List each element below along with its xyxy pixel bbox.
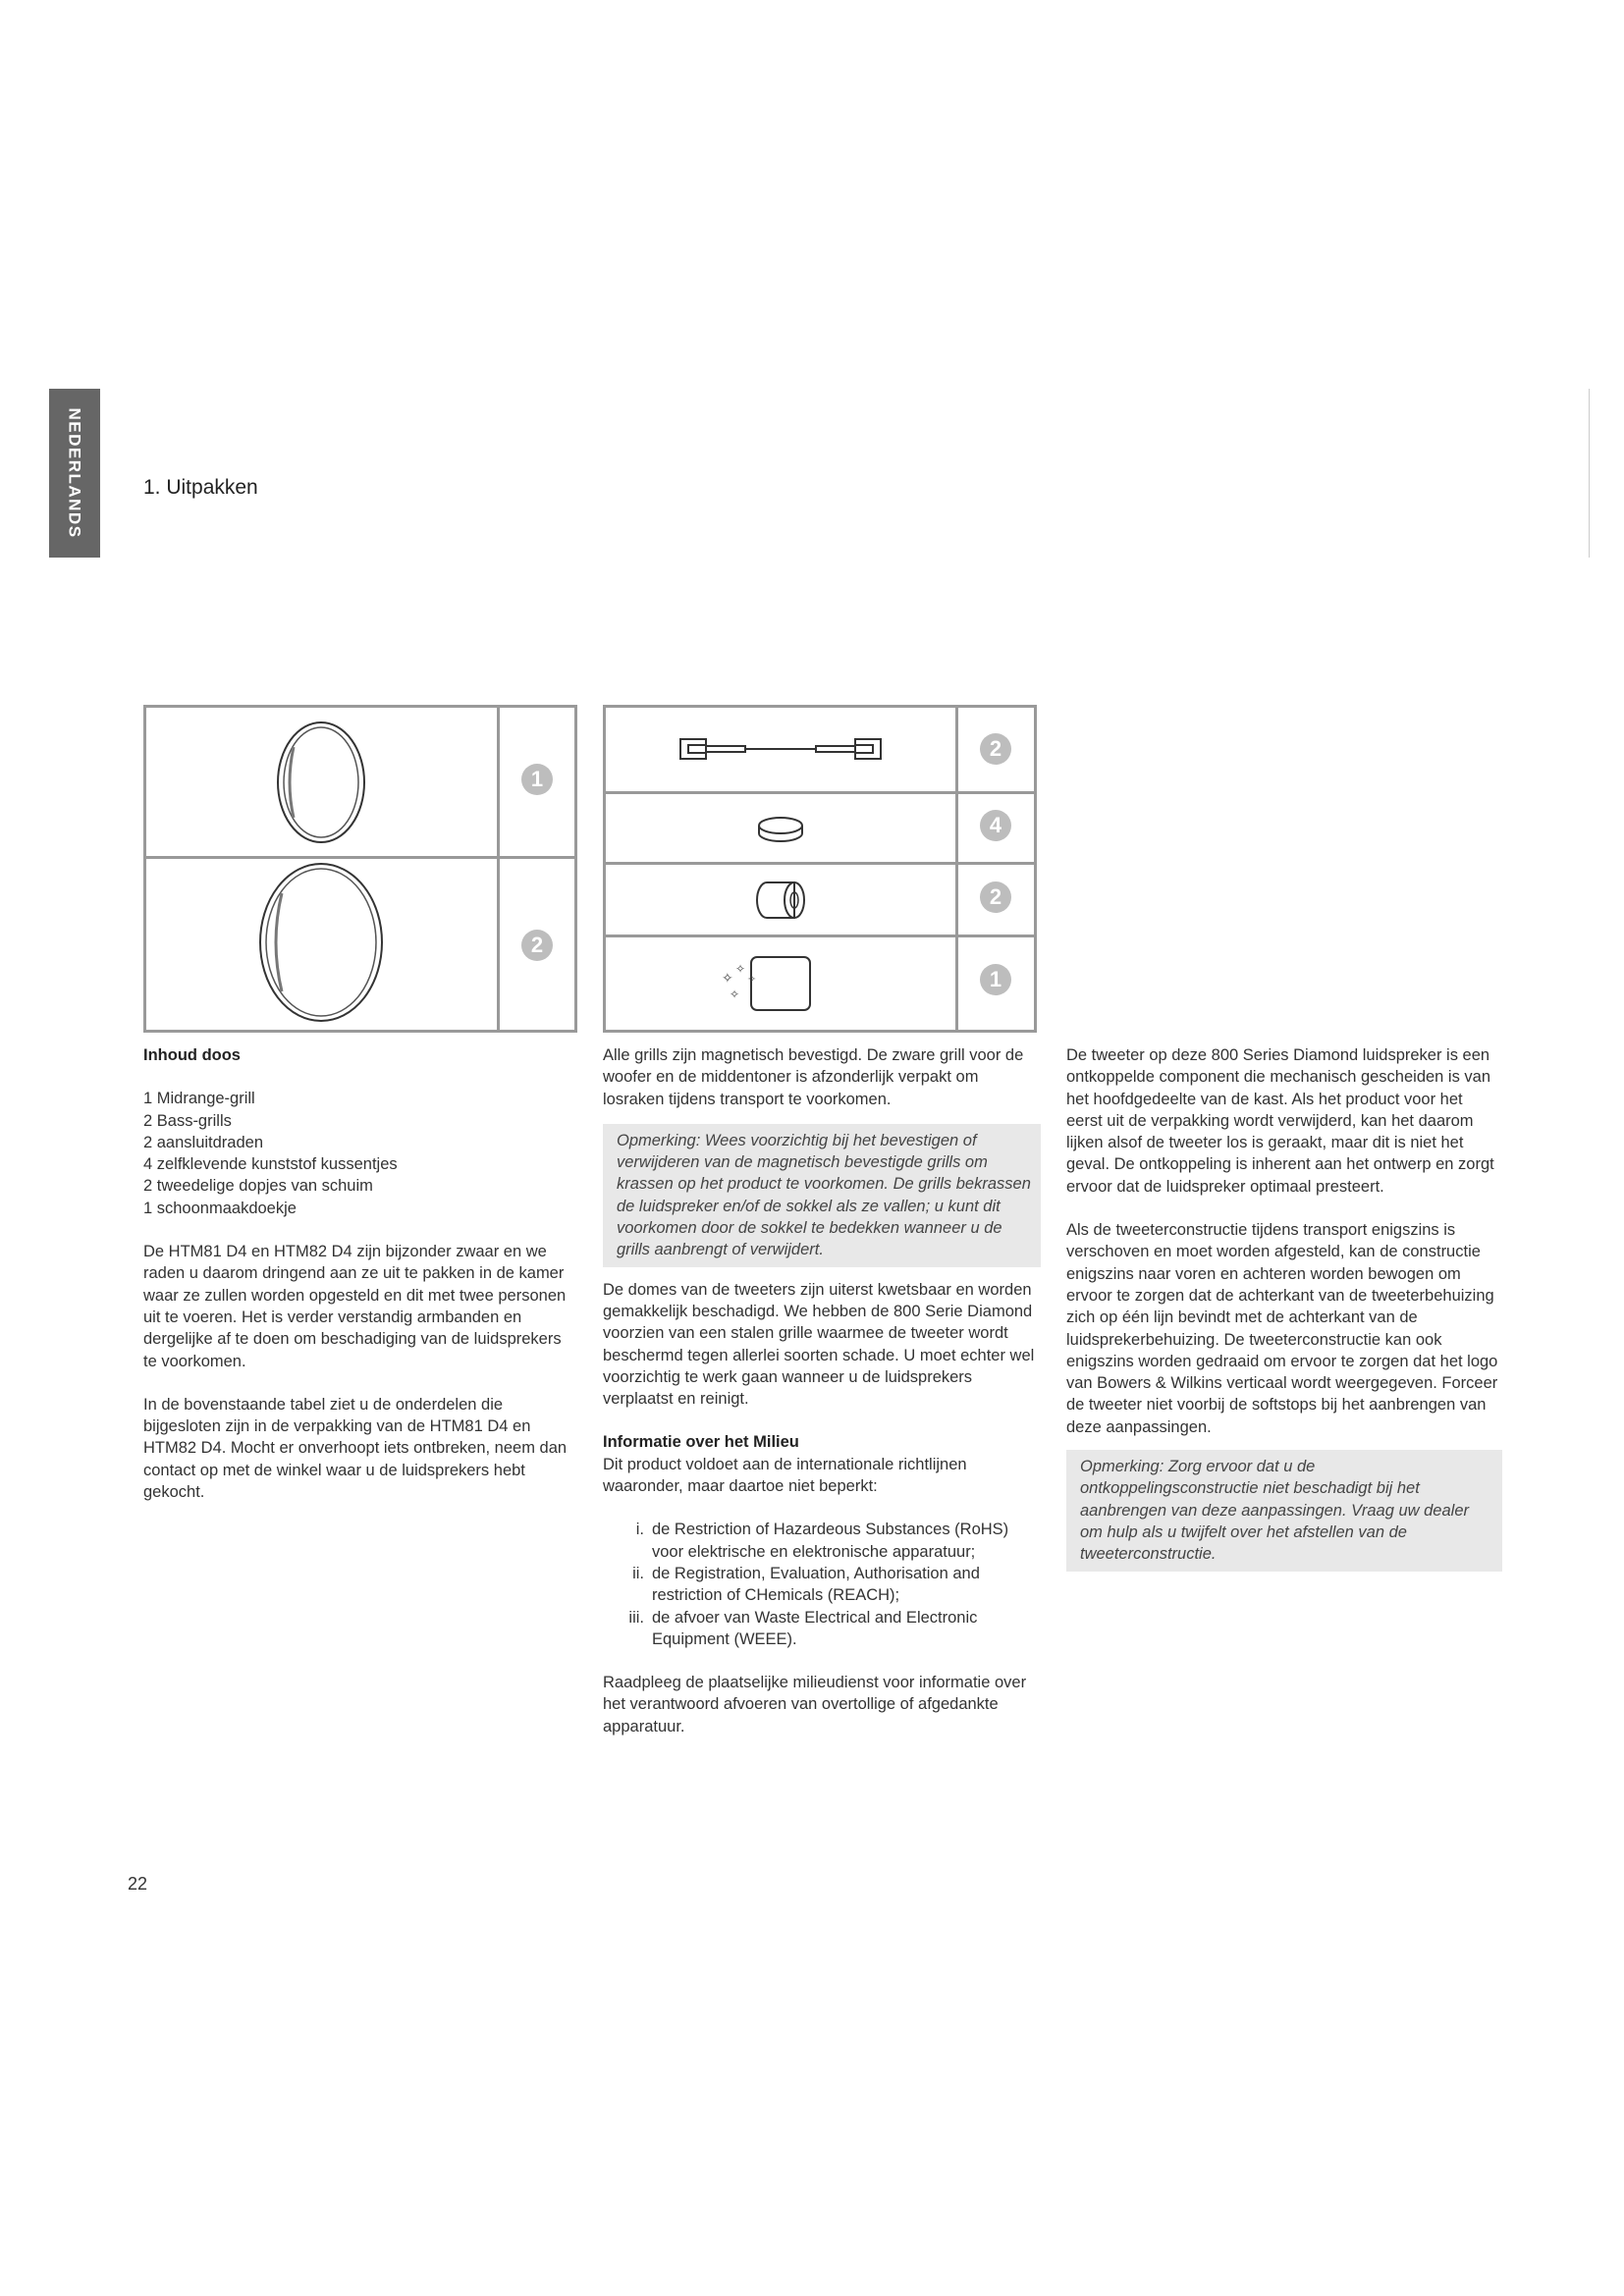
- svg-text:✧: ✧: [747, 973, 757, 986]
- column-2: [603, 1044, 1041, 1737]
- svg-text:✧: ✧: [735, 962, 746, 976]
- list-item: 1 schoonmaakdoekje: [143, 1199, 297, 1217]
- section-title: 1. Uitpakken: [143, 476, 258, 499]
- adhesive-pad-icon: [606, 794, 955, 862]
- box-contents-heading: Inhoud doos: [143, 1046, 241, 1064]
- svg-text:✧: ✧: [730, 988, 740, 1001]
- badge-bass-grille: 2: [521, 930, 553, 961]
- column-3: [1066, 1044, 1502, 1572]
- bass-grille-icon: [146, 859, 497, 1030]
- badge-connecting-lead: 2: [980, 733, 1011, 765]
- paragraph: Raadpleeg de plaatselijke milieudienst voor informatie over het verantwoord afvoeren van overtollige of afgedankte apparatuur.: [603, 1674, 1027, 1735]
- svg-text:✧: ✧: [722, 971, 733, 987]
- paragraph: De HTM81 D4 en HTM82 D4 zijn bijzonder zwaar en we raden u daarom dringend aan ze uit te pakken in de kamer waar ze zullen worden opgesteld en dit met twee personen uit te voeren. Het is verder verstandig armbanden en dergelijke af te doen om beschadiging van de luidsprekers te voorkomen.: [143, 1243, 567, 1370]
- paragraph: De domes van de tweeters zijn uiterst kwetsbaar en worden gemakkelijk beschadigd. We hebben de 800 Serie Diamond voorzien van een stalen grille waarmee de tweeter wordt beschermd tegen allerlei soorten schade. U moet echter wel voorzichtig te werk gaan wanneer u de luidsprekers verplaatst en reinigt.: [603, 1280, 1035, 1409]
- list-item: iii. de afvoer van Waste Electrical and Electronic Equipment (WEEE).: [628, 1608, 978, 1648]
- paragraph: In de bovenstaande tabel ziet u de onderdelen die bijgesloten zijn in de verpakking van de HTM81 D4 en HTM82 D4. Mocht er onverhoopt iets ontbreken, neem dan contact op met de winkel waar u de luidsprekers hebt gekocht.: [143, 1395, 568, 1502]
- list-item: 2 aansluitdraden: [143, 1133, 264, 1151]
- note-box: Opmerking: Zorg ervoor dat u de ontkoppelingsconstructie niet beschadigt bij het aanbrengen van deze aanpassingen. Vraag uw dealer om hulp als u twijfelt over het afstellen van de tweeterconstructie.: [1066, 1450, 1502, 1571]
- midrange-grille-icon: [146, 708, 497, 856]
- list-item: 4 zelfklevende kunststof kussentjes: [143, 1155, 398, 1174]
- badge-adhesive-pad: 4: [980, 810, 1011, 841]
- list-item: i. de Restriction of Hazardeous Substances (RoHS) voor elektrische en elektronische apparatuur;: [635, 1521, 1009, 1561]
- language-tab: [49, 389, 100, 558]
- badge-cleaning-cloth: 1: [980, 964, 1011, 995]
- list-item: 1 Midrange-grill: [143, 1090, 255, 1108]
- contents-table-right: [603, 705, 1037, 1033]
- badge-foam-plug: 2: [980, 881, 1011, 913]
- margin-rule: [1589, 389, 1590, 558]
- list-item: 2 tweedelige dopjes van schuim: [143, 1177, 373, 1196]
- note-box: Opmerking: Wees voorzichtig bij het bevestigen of verwijderen van de magnetisch bevestigde grills om krassen op het product te voorkomen. De grills bekrassen de luidspreker en/of de sokkel als ze vallen; u kunt dit voorkomen door de sokkel te bedekken wanneer u de grills aanbrengt of verwijdert.: [603, 1124, 1041, 1267]
- paragraph: Als de tweeterconstructie tijdens transport enigszins is verschoven en moet worden afgesteld, kan de constructie enigszins naar voren en achteren worden bewogen om ervoor te zorgen dat de achterkant van de tweeterbehuizing zich op één lijn bevindt met de achterkant van de luidsprekerbehuizing. De tweeterconstructie kan ook enigszins worden gedraaid om ervoor te zorgen dat het logo van Bowers & Wilkins verticaal wordt weergegeven. Forceer de tweeter niet voorbij de softstops bij het aanbrengen van deze aanpassingen.: [1066, 1221, 1498, 1436]
- foam-plug-icon: [606, 865, 955, 934]
- page-number: 22: [128, 1874, 148, 1894]
- connecting-lead-icon: [606, 708, 955, 791]
- list-item: ii. de Registration, Evaluation, Authorisation and restriction of CHemicals (REACH);: [632, 1564, 980, 1605]
- column-1: [143, 1044, 575, 1503]
- environment-heading: Informatie over het Milieu: [603, 1433, 799, 1452]
- language-tab-label: NEDERLANDS: [66, 407, 84, 539]
- paragraph: De tweeter op deze 800 Series Diamond luidspreker is een ontkoppelde component die mechanisch gescheiden is van het hoofdgedeelte van de kast. Als het product voor het eerst uit de verpakking wordt verwijderd, kan het daarom lijken alsof de tweeter los is geraakt, maar dit is niet het geval. De ontkoppeling is inherent aan het ontwerp en zorgt ervoor dat de luidspreker optimaal presteert.: [1066, 1046, 1494, 1196]
- contents-table-left: [143, 705, 577, 1033]
- paragraph: Dit product voldoet aan de internationale richtlijnen waaronder, maar daartoe niet beperkt:: [603, 1455, 967, 1496]
- list-item: 2 Bass-grills: [143, 1111, 232, 1130]
- badge-midrange-grille: 1: [521, 764, 553, 795]
- cleaning-cloth-icon: [606, 937, 955, 1030]
- paragraph: Alle grills zijn magnetisch bevestigd. De zware grill voor de woofer en de middentoner is afzonderlijk verpakt om losraken tijdens transport te voorkomen.: [603, 1046, 1024, 1108]
